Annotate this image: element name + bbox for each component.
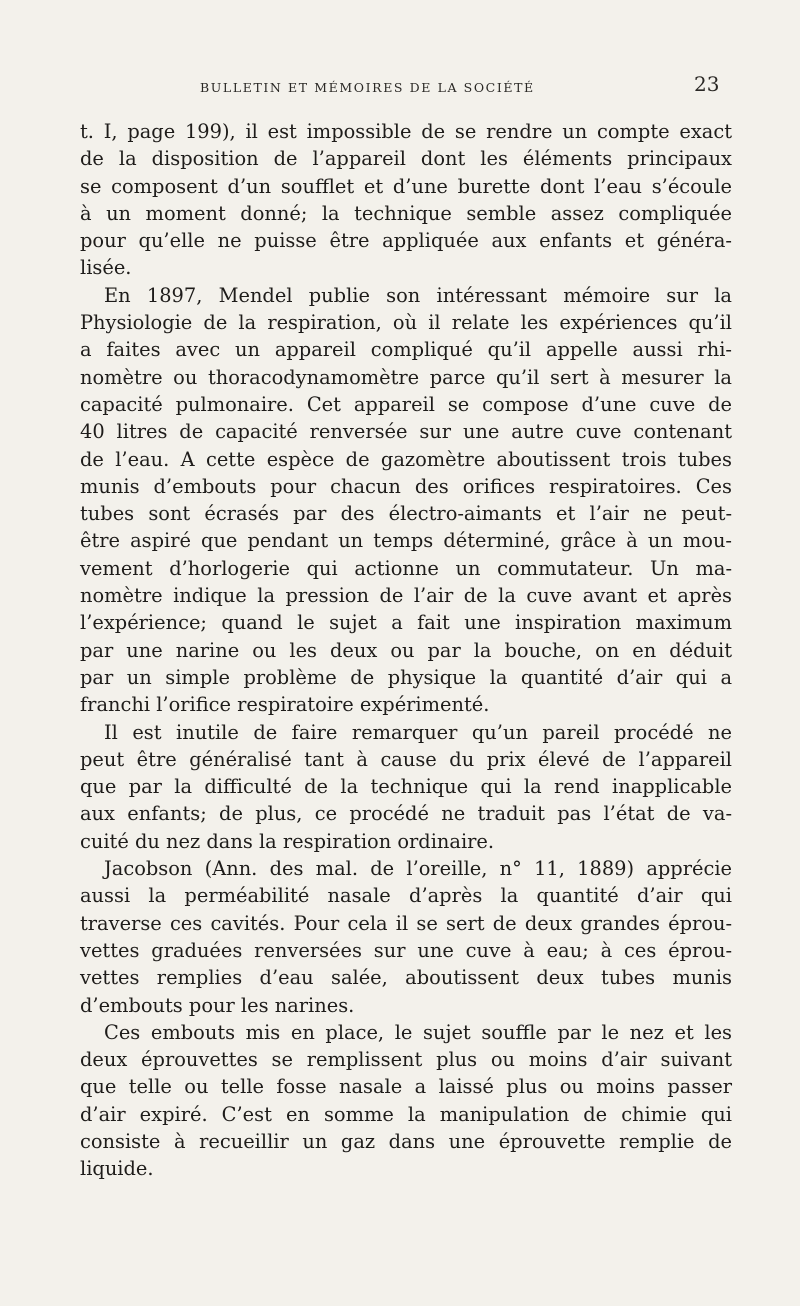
text-line: tubes sont écrasés par des électro-aimants et l’air ne peut- [80,502,732,526]
text-line: t. I, page 199), il est impossible de se rendre un compte exact [80,120,732,143]
paragraph-3 [80,719,732,855]
text-line: liquide. [80,1157,154,1181]
text-line: a faites avec un appareil compliqué qu’il appelle aussi rhi- [80,338,732,362]
text-line: traverse ces cavités. Pour cela il se sert de deux grandes éprou- [80,911,732,935]
text-line: aussi la perméabilité nasale d’après la quantité d’air qui [80,884,732,908]
text-line: être aspiré que pendant un temps déterminé, grâce à un mou- [80,529,732,553]
text-line: vettes graduées renversées sur une cuve à eau; à ces éprou- [80,938,732,962]
text-line: 40 litres de capacité renversée sur une autre cuve contenant [80,420,732,444]
text-line: Jacobson (Ann. des mal. de l’oreille, n° 11, 1889) apprécie [104,857,732,881]
text-line: lisée. [80,256,132,280]
text-line: cuité du nez dans la respiration ordinaire. [80,829,495,853]
text-line: vettes remplies d’eau salée, aboutissent deux tubes munis [80,966,732,990]
text-line: l’expérience; quand le sujet a fait une inspiration maximum [80,611,732,635]
text-line: En 1897, Mendel publie son intéressant mémoire sur la [104,283,732,307]
text-line: deux éprouvettes se remplissent plus ou moins d’air suivant [80,1048,732,1072]
text-line: de la disposition de l’appareil dont les éléments principaux [80,147,732,171]
text-line: d’air expiré. C’est en somme la manipulation de chimie qui [80,1102,732,1126]
text-line: Ces embouts mis en place, le sujet souffle par le nez et les [104,1020,732,1044]
running-head: BULLETIN ET MÉMOIRES DE LA SOCIÉTÉ [200,80,535,95]
text-line: aux enfants; de plus, ce procédé ne traduit pas l’état de va- [80,802,732,826]
text-line: vement d’horlogerie qui actionne un commutateur. Un ma- [80,556,732,580]
text-line: nomètre ou thoracodynamomètre parce qu’il sert à mesurer la [80,365,732,389]
text-line: consiste à recueillir un gaz dans une éprouvette remplie de [80,1129,732,1153]
text-line: franchi l’orifice respiratoire expérimenté. [80,693,490,717]
text-line: se composent d’un soufflet et d’une burette dont l’eau s’écoule [80,174,732,198]
paragraph-2 [80,282,732,719]
text-line: que par la difficulté de la technique qui la rend inapplicable [80,775,732,799]
text-line: capacité pulmonaire. Cet appareil se compose d’une cuve de [80,392,732,416]
text-line: d’embouts pour les narines. [80,993,355,1017]
text-line: peut être généralisé tant à cause du prix élevé de l’appareil [80,747,732,771]
text-line: par une narine ou les deux ou par la bouche, on en déduit [80,638,732,662]
text-line: de l’eau. A cette espèce de gazomètre aboutissent trois tubes [80,447,732,471]
text-line: Il est inutile de faire remarquer qu’un pareil procédé ne [104,720,732,744]
text-line: nomètre indique la pression de l’air de la cuve avant et après [80,584,732,608]
text-line: à un moment donné; la technique semble assez compliquée [80,201,732,225]
text-line: que telle ou telle fosse nasale a laissé plus ou moins passer [80,1075,732,1099]
body-text [80,118,732,1183]
page-number: 23 [694,72,720,96]
text-line: munis d’embouts pour chacun des orifices respiratoires. Ces [80,474,732,498]
paragraph-1 [80,118,732,282]
paragraph-4 [80,855,732,1019]
paragraph-5 [80,1019,732,1183]
text-line: pour qu’elle ne puisse être appliquée aux enfants et généra- [80,229,732,253]
text-line: Physiologie de la respiration, où il relate les expériences qu’il [80,311,732,335]
text-line: par un simple problème de physique la quantité d’air qui a [80,665,732,689]
